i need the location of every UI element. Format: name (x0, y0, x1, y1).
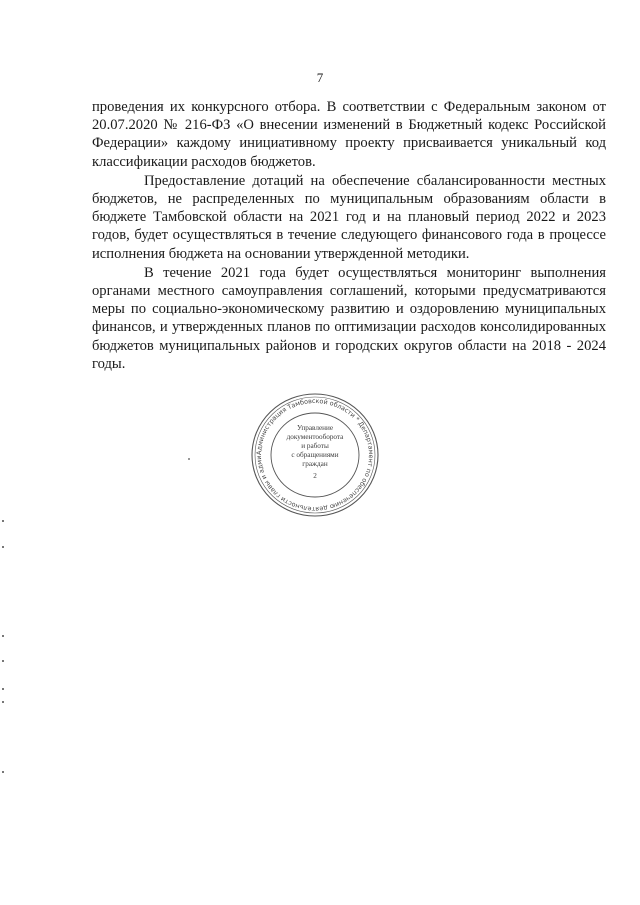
seal-center-line-2: документооборота (286, 433, 344, 441)
page-number: 7 (316, 70, 324, 85)
seal-center-line-4: с обращениями (291, 451, 339, 459)
margin-mark (2, 635, 4, 637)
paragraph-2: Предоставление дотаций на обеспечение сбалансированности местных бюджетов, не распределенных по муниципальным образованиям области в бюджете Тамбовской области на 2021 год и на плановый период 2022 и 2023 годов, будет осуществляться в течение следующего финансового года в процессе исполнения бюджета на основании утвержденной методики. (92, 172, 606, 262)
document-body (92, 98, 606, 374)
seal-center-line-3: и работы (301, 442, 329, 450)
margin-mark (2, 701, 4, 703)
paragraph-1: проведения их конкурсного отбора. В соответствии с Федеральным законом от 20.07.2020 № 216-ФЗ «О внесении изменений в Бюджетный кодекс Российской Федерации» каждому инициативному проекту присваивается уникальный код классификации расходов бюджетов. (92, 99, 606, 170)
paragraph-3: В течение 2021 года будет осуществляться мониторинг выполнения органами местного самоуправления соглашений, которыми предусматриваются меры по социально-экономическому развитию и оздоровлению муниципальных финансов, и утвержденных планов по оптимизации расходов консолидированных бюджетов муниципальных районов и городских округов области на 2018 - 2024 годы. (92, 264, 606, 372)
seal-graphic (247, 386, 380, 518)
scan-speck (188, 458, 190, 460)
margin-mark (2, 660, 4, 662)
scan-margin-marks (0, 0, 10, 905)
official-seal (247, 386, 380, 518)
margin-mark (2, 688, 4, 690)
margin-mark (2, 520, 4, 522)
seal-center-line-1: Управление (296, 424, 334, 432)
seal-number: 2 (313, 472, 317, 480)
seal-center-line-5: граждан (302, 460, 328, 468)
margin-mark (2, 771, 4, 773)
seal-ring-text: Администрация Тамбовской области * Департамент по обеспечению деятельности главы и администрации области * (247, 386, 376, 514)
margin-mark (2, 546, 4, 548)
seal-center-text (287, 424, 345, 480)
